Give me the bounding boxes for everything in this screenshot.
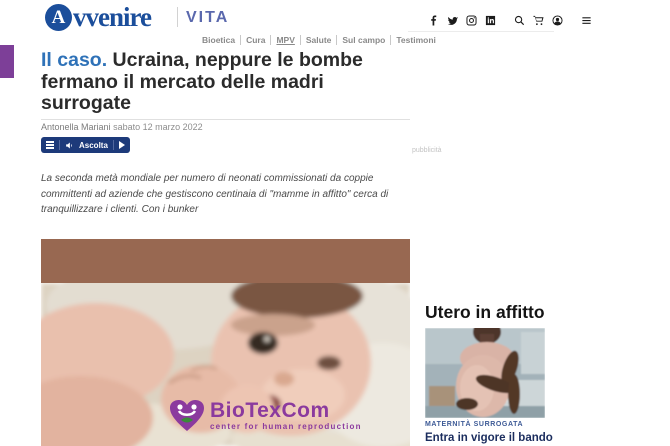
search-icon[interactable]	[514, 15, 525, 26]
article-hero-image	[41, 239, 410, 446]
linkedin-icon[interactable]	[485, 15, 496, 26]
twitter-icon[interactable]	[447, 15, 458, 26]
audio-player[interactable]	[41, 137, 130, 153]
header-icon-row	[428, 15, 592, 26]
player-divider	[113, 140, 114, 150]
article-headline	[41, 50, 415, 115]
biotexcom-logo	[169, 399, 362, 433]
menu-icon[interactable]	[581, 15, 592, 26]
play-icon[interactable]	[119, 141, 125, 149]
publish-date: sabato 12 marzo 2022	[113, 122, 203, 132]
article-byline	[41, 122, 203, 132]
listen-button[interactable]: Ascolta	[79, 140, 108, 150]
sidebar-article-link[interactable]: Entra in vigore il bando	[425, 432, 553, 444]
nav-item-sul-campo[interactable]: Sul campo	[336, 35, 390, 45]
ad-label: pubblicità	[412, 147, 442, 154]
speaker-icon[interactable]	[65, 141, 74, 150]
player-playlist-icon[interactable]	[46, 141, 54, 149]
instagram-icon[interactable]	[466, 15, 477, 26]
side-accent-tab	[0, 45, 14, 78]
avvenire-logo-text: vvenire	[73, 2, 151, 32]
pregnant-woman-photo[interactable]	[425, 328, 545, 418]
article-lead: La seconda metà mondiale per numero di neonati commissionati da coppie committenti ad aziende che gestiscono centinaia di "mamme in affitto" cerca di tranquillizzare i clienti. Con i bunker	[41, 173, 389, 215]
biotexcom-logo-tagline: center for human reproduction	[210, 422, 362, 431]
user-icon[interactable]	[552, 15, 563, 26]
cart-icon[interactable]	[533, 15, 544, 26]
facebook-icon[interactable]	[428, 15, 439, 26]
article-title: Ucraina, neppure le bombe fermano il mercato delle madri surrogate	[41, 49, 363, 114]
player-divider	[59, 140, 60, 150]
avvenire-logo[interactable]	[45, 2, 151, 33]
nav-item-cura[interactable]: Cura	[240, 35, 270, 45]
sidebar-category-label[interactable]: MATERNITÀ SURROGATA	[425, 421, 524, 428]
nav-item-bioetica[interactable]: Bioetica	[202, 35, 236, 45]
header-divider	[177, 7, 178, 27]
author-name: Antonella Mariani	[41, 122, 111, 132]
biotexcom-logo-text: BioTexCom	[210, 399, 330, 422]
hero-brown-band	[41, 239, 410, 283]
nav-item-mpv[interactable]: MPV	[270, 35, 299, 45]
header-rule	[408, 31, 554, 32]
section-nav	[197, 35, 441, 45]
nav-item-salute[interactable]: Salute	[300, 35, 337, 45]
nav-item-testimoni[interactable]: Testimoni	[390, 35, 441, 45]
headline-rule	[41, 119, 410, 120]
section-vita-link[interactable]: VITA	[186, 9, 230, 26]
avvenire-logo-mark: A	[45, 4, 72, 31]
biotexcom-heart-icon	[169, 399, 205, 433]
sidebar-widget-title[interactable]: Utero in affitto	[425, 302, 545, 322]
article-kicker: Il caso.	[41, 49, 108, 71]
